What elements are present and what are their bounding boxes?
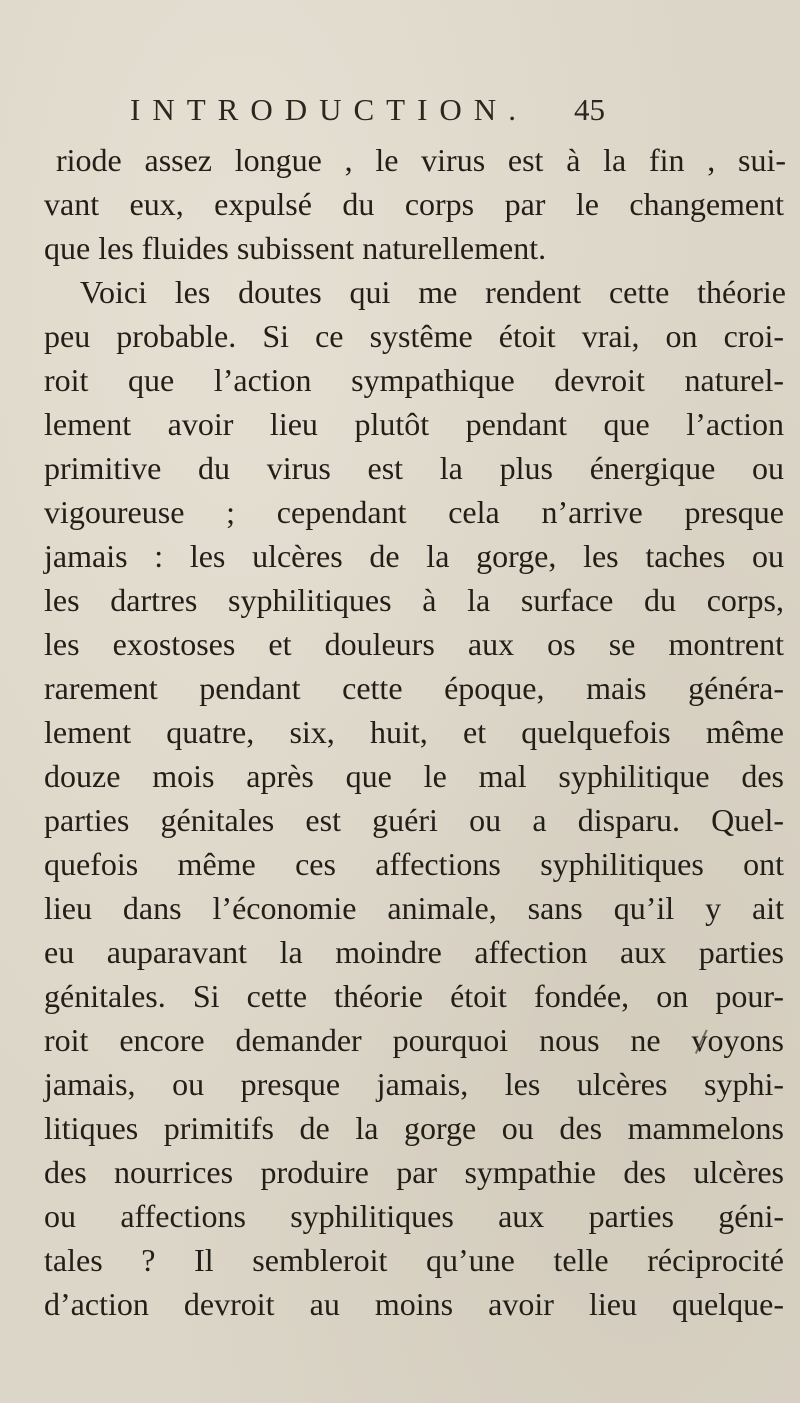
text-line: jamais : les ulcères de la gorge, les taches ou <box>44 538 784 574</box>
text-line: vigoureuse ; cependant cela n’arrive presque <box>44 494 784 530</box>
text-line: peu probable. Si ce systême étoit vrai, on croi- <box>44 318 784 354</box>
text-line: génitales. Si cette théorie étoit fondée, on pour- <box>44 978 784 1014</box>
text-line: roit que l’action sympathique devroit naturel- <box>44 362 784 398</box>
text-line: riode assez longue , le virus est à la fin , sui- <box>56 142 786 178</box>
text-line: rarement pendant cette époque, mais généra- <box>44 670 784 706</box>
text-line: que les fluides subissent naturellement. <box>44 230 547 266</box>
text-line: lement quatre, six, huit, et quelquefois même <box>44 714 784 750</box>
text-line: parties génitales est guéri ou a disparu. Quel- <box>44 802 784 838</box>
text-line: les dartres syphilitiques à la surface du corps, <box>44 582 784 618</box>
running-head-title: INTRODUCTION. <box>130 92 528 127</box>
text-line: quefois même ces affections syphilitiques ont <box>44 846 784 882</box>
text-line: les exostoses et douleurs aux os se montrent <box>44 626 784 662</box>
text-line: vant eux, expulsé du corps par le changement <box>44 186 784 222</box>
text-line: jamais, ou presque jamais, les ulcères syphi- <box>44 1066 784 1102</box>
text-line: des nourrices produire par sympathie des ulcères <box>44 1154 784 1190</box>
text-line: douze mois après que le mal syphilitique des <box>44 758 784 794</box>
text-line: tales ? Il sembleroit qu’une telle réciprocité <box>44 1242 784 1278</box>
text-line: d’action devroit au moins avoir lieu quelque- <box>44 1286 784 1322</box>
text-line: lement avoir lieu plutôt pendant que l’action <box>44 406 784 442</box>
text-line: lieu dans l’économie animale, sans qu’il y ait <box>44 890 784 926</box>
text-line: Voici les doutes qui me rendent cette théorie <box>80 274 786 310</box>
page-number: 45 <box>574 92 605 127</box>
text-line: ou affections syphilitiques aux parties géni- <box>44 1198 784 1234</box>
text-line: roit encore demander pourquoi nous ne voyons <box>44 1022 784 1058</box>
text-line: eu auparavant la moindre affection aux parties <box>44 934 784 970</box>
text-line: litiques primitifs de la gorge ou des mammelons <box>44 1110 784 1146</box>
text-line: primitive du virus est la plus énergique ou <box>44 450 784 486</box>
running-head <box>0 92 800 142</box>
